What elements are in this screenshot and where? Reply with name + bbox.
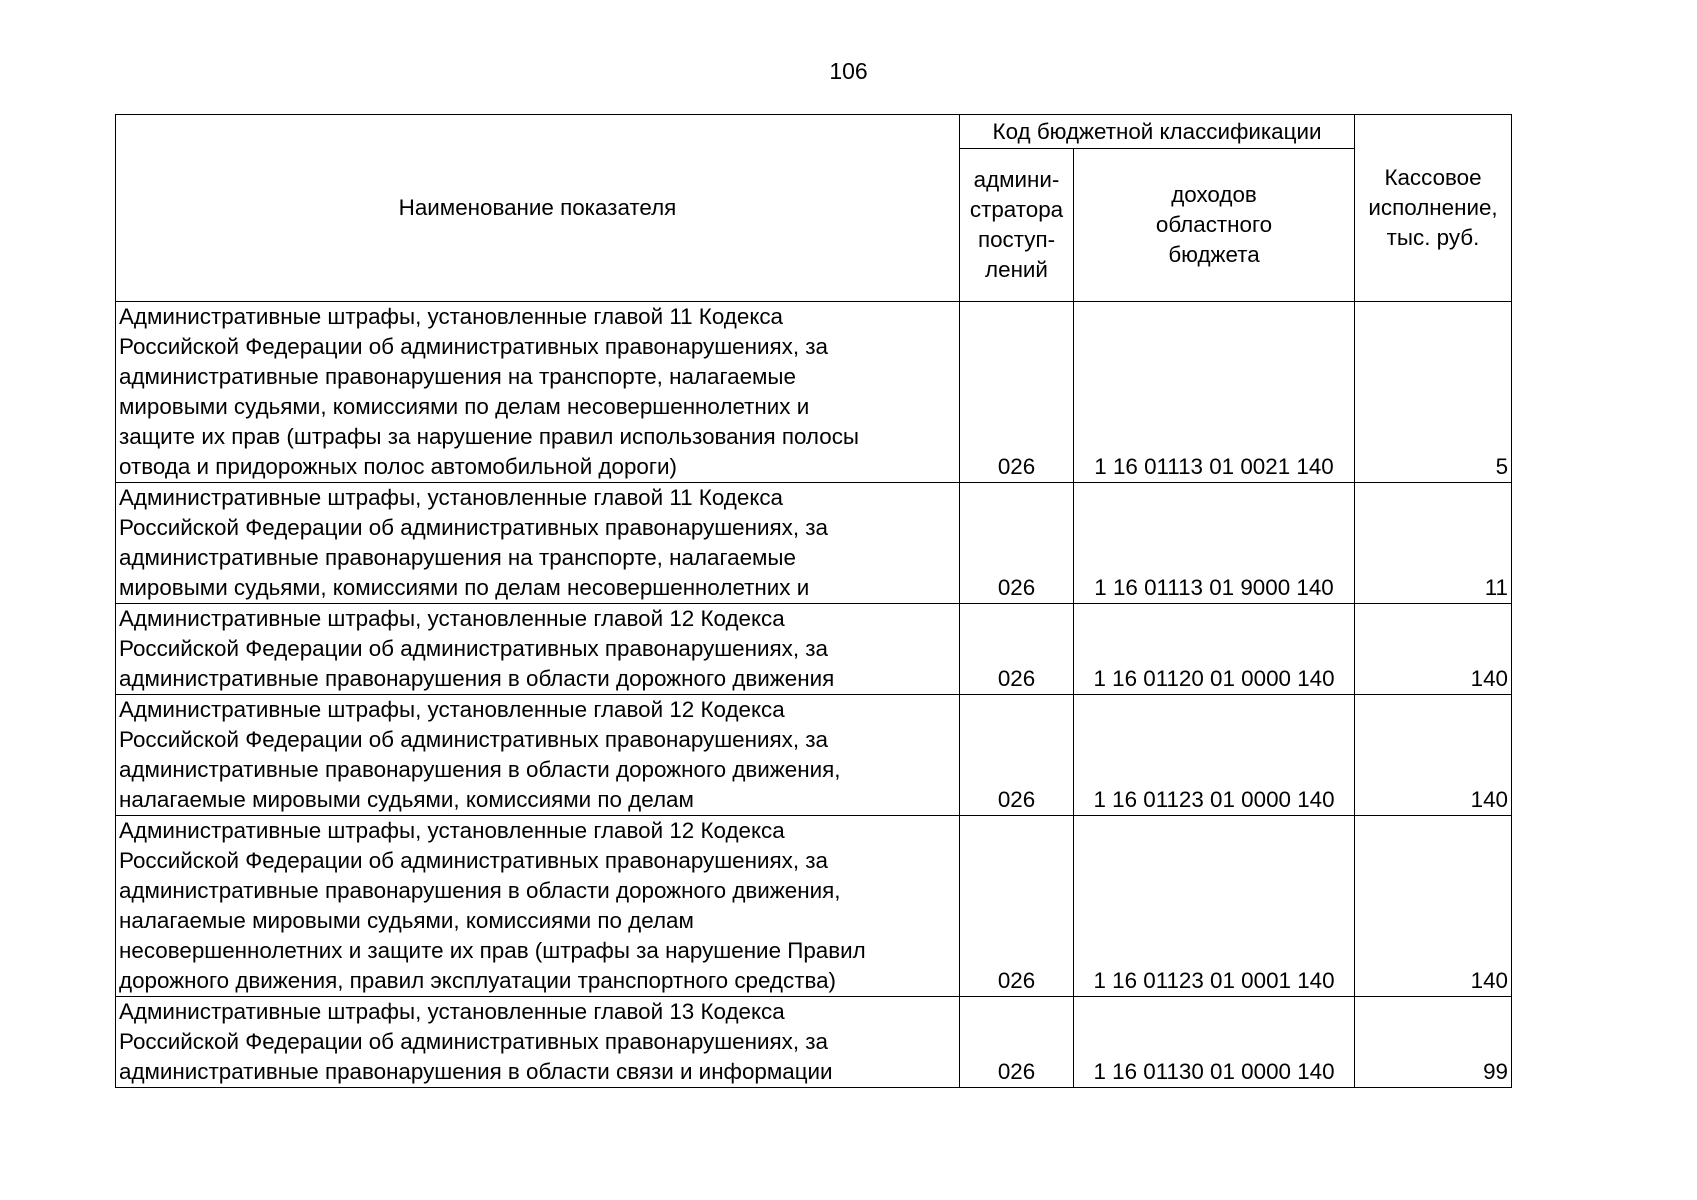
row-name-line: Административные штрафы, установленные главой 12 Кодекса: [119, 606, 785, 631]
row-name: [116, 997, 960, 1088]
table-row: [116, 604, 1512, 695]
row-name-line: Российской Федерации об административных правонарушениях, за: [119, 848, 828, 873]
row-amount: 99: [1355, 997, 1512, 1088]
header-amount: [1355, 115, 1512, 302]
header-admin-line: стратора: [969, 197, 1064, 222]
row-name-line: защите их прав (штрафы за нарушение правил использования полосы: [119, 424, 859, 449]
header-code-group: Код бюджетной классификации: [960, 115, 1355, 149]
header-row-top: [116, 115, 1512, 149]
row-admin-code: 026: [960, 816, 1074, 997]
row-name-line: Административные штрафы, установленные главой 12 Кодекса: [119, 697, 785, 722]
table-row: [116, 483, 1512, 604]
row-admin-code: 026: [960, 695, 1074, 816]
row-name-line: Российской Федерации об административных правонарушениях, за: [119, 515, 828, 540]
row-name-line: Административные штрафы, установленные главой 11 Кодекса: [119, 485, 784, 510]
row-amount: 140: [1355, 604, 1512, 695]
budget-table: [115, 114, 1512, 1088]
table-body: [116, 302, 1512, 1088]
table-row: [116, 695, 1512, 816]
row-name: [116, 816, 960, 997]
row-admin-code: 026: [960, 302, 1074, 483]
row-name-line: несовершеннолетних и защите их прав (штрафы за нарушение Правил: [119, 938, 866, 963]
row-income-code: 1 16 01113 01 0021 140: [1074, 302, 1355, 483]
row-amount: 140: [1355, 695, 1512, 816]
header-admin: [960, 149, 1074, 302]
row-name: [116, 302, 960, 483]
row-income-code: 1 16 01120 01 0000 140: [1074, 604, 1355, 695]
row-name-line: административные правонарушения в области дорожного движения: [119, 666, 835, 691]
row-name-line: мировыми судьями, комиссиями по делам несовершеннолетних и: [119, 394, 810, 419]
table-row: [116, 302, 1512, 483]
row-name-line: мировыми судьями, комиссиями по делам несовершеннолетних и: [119, 575, 810, 600]
row-income-code: 1 16 01130 01 0000 140: [1074, 997, 1355, 1088]
row-name-line: налагаемые мировыми судьями, комиссиями по делам: [119, 908, 694, 933]
header-name: Наименование показателя: [116, 115, 960, 302]
header-income-line: доходов: [1171, 182, 1257, 207]
row-name: [116, 483, 960, 604]
row-name-line: административные правонарушения в области связи и информации: [119, 1059, 833, 1084]
row-name-line: налагаемые мировыми судьями, комиссиями по делам: [119, 787, 694, 812]
row-name-line: Российской Федерации об административных правонарушениях, за: [119, 334, 828, 359]
table-row: [116, 816, 1512, 997]
header-income-line: бюджета: [1168, 242, 1260, 267]
header-admin-line: лений: [985, 257, 1048, 282]
row-amount: 5: [1355, 302, 1512, 483]
header-admin-line: админи-: [973, 167, 1060, 192]
row-name-line: дорожного движения, правил эксплуатации транспортного средства): [119, 968, 837, 993]
row-name: [116, 695, 960, 816]
row-name-line: отвода и придорожных полос автомобильной дороги): [119, 454, 677, 479]
row-name-line: Российской Федерации об административных правонарушениях, за: [119, 1029, 828, 1054]
header-amount-line: тыс. руб.: [1386, 225, 1480, 250]
header-income-line: областного: [1155, 212, 1273, 237]
row-amount: 140: [1355, 816, 1512, 997]
header-income: [1074, 149, 1355, 302]
row-admin-code: 026: [960, 483, 1074, 604]
table-row: [116, 997, 1512, 1088]
row-income-code: 1 16 01123 01 0000 140: [1074, 695, 1355, 816]
row-name-line: Российской Федерации об административных правонарушениях, за: [119, 727, 828, 752]
header-admin-line: поступ-: [977, 227, 1056, 252]
row-amount: 11: [1355, 483, 1512, 604]
row-income-code: 1 16 01113 01 9000 140: [1074, 483, 1355, 604]
row-name-line: Административные штрафы, установленные главой 11 Кодекса: [119, 304, 784, 329]
header-amount-line: Кассовое: [1384, 165, 1482, 190]
row-name-line: административные правонарушения на транспорте, налагаемые: [119, 545, 796, 570]
row-admin-code: 026: [960, 997, 1074, 1088]
header-amount-line: исполнение,: [1368, 195, 1498, 220]
row-income-code: 1 16 01123 01 0001 140: [1074, 816, 1355, 997]
row-name-line: Российской Федерации об административных правонарушениях, за: [119, 636, 828, 661]
row-name-line: административные правонарушения в области дорожного движения,: [119, 757, 841, 782]
page-number: 106: [829, 58, 868, 84]
row-name-line: Административные штрафы, установленные главой 12 Кодекса: [119, 818, 785, 843]
row-name-line: административные правонарушения на транспорте, налагаемые: [119, 364, 796, 389]
row-name-line: административные правонарушения в области дорожного движения,: [119, 878, 841, 903]
row-admin-code: 026: [960, 604, 1074, 695]
row-name-line: Административные штрафы, установленные главой 13 Кодекса: [119, 999, 785, 1024]
row-name: [116, 604, 960, 695]
